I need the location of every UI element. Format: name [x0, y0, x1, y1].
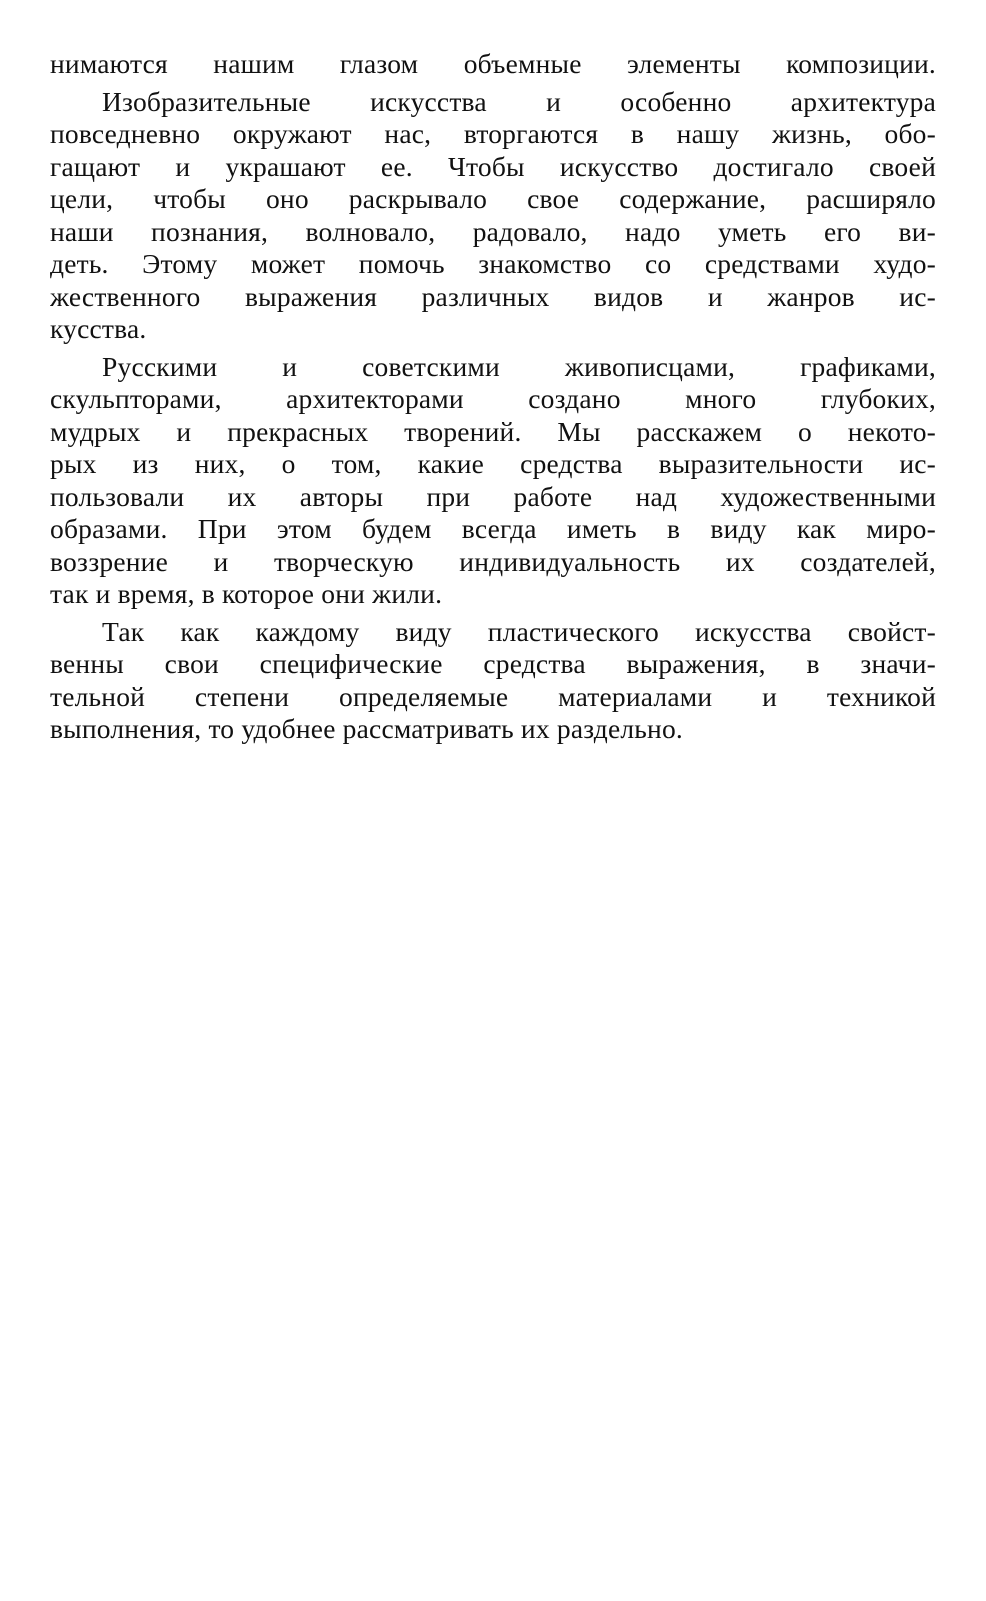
text-line: наши познания, волновало, радовало, надо уметь его ви-: [50, 215, 936, 247]
text-line: венны свои специфические средства выражения, в значи-: [50, 648, 936, 679]
text-line: образами. При этом будем всегда иметь в виду как миро-: [50, 513, 936, 544]
text-line: воззрение и творческую индивидуальность их создателей,: [50, 545, 936, 577]
text-line: Изобразительные искусства и особенно архитектура: [102, 85, 936, 117]
paragraph-4: [50, 616, 936, 746]
text-line: Русскими и советскими живописцами, графиками,: [102, 350, 936, 382]
paragraph-3: [50, 351, 936, 611]
text-line: повседневно окружают нас, вторгаются в нашу жизнь, обо-: [50, 118, 936, 149]
text-line: деть. Этому может помочь знакомство со средствами худо-: [50, 248, 936, 279]
page-text: [50, 48, 936, 751]
text-line: выполнения, то удобнее рассматривать их раздельно.: [50, 713, 683, 744]
paragraph-2: [50, 86, 936, 346]
text-line: рых из них, о том, какие средства выразительности ис-: [50, 448, 936, 479]
text-line: мудрых и прекрасных творений. Мы расскажем о некото-: [50, 415, 936, 447]
text-line: тельной степени определяемые материалами и техникой: [50, 680, 936, 712]
text-line: пользовали их авторы при работе над художественными: [50, 480, 936, 512]
text-line: скульпторами, архитекторами создано много глубоких,: [50, 383, 936, 414]
text-line: нимаются нашим глазом объемные элементы композиции.: [50, 48, 936, 79]
text-line: жественного выражения различных видов и жанров ис-: [50, 280, 936, 312]
text-line: кусства.: [50, 313, 147, 344]
text-line: гащают и украшают ее. Чтобы искусство достигало своей: [50, 150, 936, 182]
paragraph-1: [50, 48, 936, 81]
text-line: цели, чтобы оно раскрывало свое содержание, расширяло: [50, 183, 936, 214]
text-line: так и время, в которое они жили.: [50, 578, 443, 609]
text-line: Так как каждому виду пластического искусства свойст-: [102, 615, 936, 647]
